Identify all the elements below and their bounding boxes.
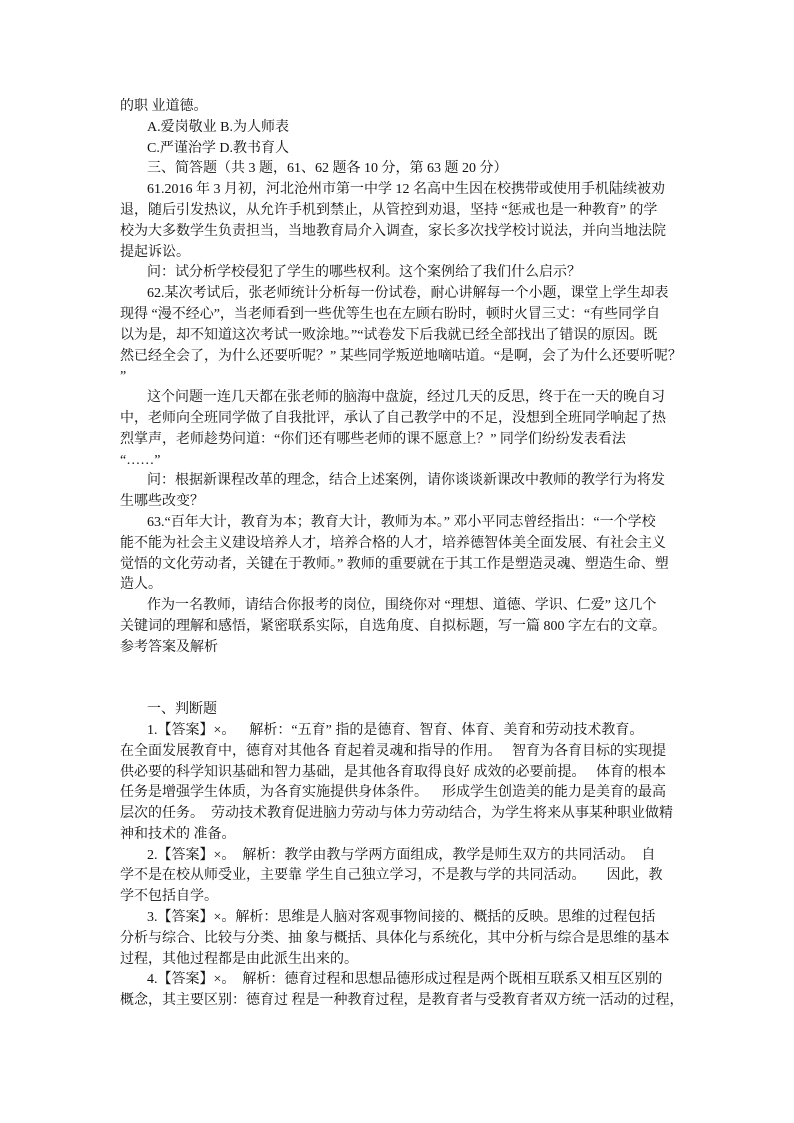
q63-task-line: 关键词的理解和感悟，紧密联系实际，自选角度、自拟标题，写一篇 800 字左右的文章。 bbox=[120, 618, 666, 634]
q62-stem-line: 然已经全会了，为什么还要听呢？” 某些同学叛逆地嘀咕道。“是啊，会了为什么还要听呢？ bbox=[120, 348, 682, 364]
answer-1-line: 神和技术的 准备。 bbox=[120, 826, 236, 842]
q62-stem-line: 现得 “漫不经心”，当老师看到一些优等生也在左顾右盼时，顿时火冒三丈：“有些同学自 bbox=[120, 306, 661, 322]
answer-4-line: 概念，其主要区别：德育过 程是一种教育过程，是教育者与受教育者双方统一活动的过程， bbox=[120, 993, 684, 1009]
answer-1-line: 层次的任务。 劳动技术教育促进脑力劳动与体力劳动结合，为学生将来从事某种职业做精 bbox=[120, 806, 673, 822]
short-answer-heading: 三、简答题（共 3 题，61、62 题各 10 分，第 63 题 20 分） bbox=[147, 161, 508, 177]
q62-stem-line: 以为是，却不知道这次考试一败涂地。”“试卷发下后我就已经全部找出了错误的原因。既 bbox=[120, 327, 658, 343]
answer-1-line: 1.【答案】×。 解析：“五育” 指的是德育、智育、体育、美育和劳动技术教育。 bbox=[147, 722, 644, 738]
answer-2-line: 学不包括自学。 bbox=[120, 889, 218, 905]
q60-option-line: C.严谨治学 D.教书育人 bbox=[147, 140, 289, 156]
q63-task-line: 作为一名教师，请结合你报考的岗位，围绕你对 “理想、道德、学识、仁爱” 这几个 bbox=[147, 598, 657, 614]
q63-stem-line: 能不能为社会主义建设培养人才，培养合格的人才，培养德智体美全面发展、有社会主义 bbox=[120, 535, 666, 551]
q62-question-line: 问：根据新课程改革的理念，结合上述案例，请你谈谈新课改中教师的教学行为将发 bbox=[147, 473, 665, 489]
q62-question-line: 生哪些改变？ bbox=[120, 494, 204, 510]
q63-stem-line: 造人。 bbox=[120, 577, 162, 593]
q61-question: 问：试分析学校侵犯了学生的哪些权利。这个案例给了我们什么启示？ bbox=[147, 265, 581, 281]
answer-1-line: 供必要的科学知识基础和智力基础，是其他各育取得良好 成效的必要前提。 体育的根本 bbox=[120, 764, 666, 780]
q62-stem-line: 中，老师向全班同学做了自我批评，承认了自己教学中的不足，没想到全班同学响起了热 bbox=[120, 410, 666, 426]
answer-3-line: 分析与综合、比较与分类、抽 象与概括、具体化与系统化，其中分析与综合是思维的基本 bbox=[120, 930, 670, 946]
answer-1-line: 任务是增强学生体质，为各育实施提供身体条件。 形成学生创造美的能力是美育的最高 bbox=[120, 785, 666, 801]
answers-title: 参考答案及解析 bbox=[120, 639, 218, 655]
answer-3-line: 过程，其他过程都是由此派生出来的。 bbox=[120, 951, 358, 967]
q62-stem-line: ” bbox=[120, 369, 127, 385]
answer-3-line: 3.【答案】×。解析：思维是人脑对客观事物间接的、概括的反映。思维的过程包括 bbox=[147, 910, 656, 926]
q61-stem-line: 校为大多数学生负责担当，当地教育局介入调查，家长多次找学校讨说法，并向当地法院 bbox=[120, 223, 666, 239]
answer-2-line: 2.【答案】×。 解析：教学由教与学两方面组成，教学是师生双方的共同活动。 自 bbox=[147, 847, 656, 863]
answer-2-line: 学不是在校从师受业，主要靠 学生自己独立学习，不是教与学的共同活动。 因此，教 bbox=[120, 868, 663, 884]
blank-space bbox=[120, 659, 730, 701]
q62-stem-line: 62.某次考试后，张老师统计分析每一份试卷，耐心讲解每一个小题，课堂上学生却表 bbox=[147, 286, 669, 302]
answer-4-line: 4.【答案】×。 解析：德育过程和思想品德形成过程是两个既相互联系又相互区别的 bbox=[147, 972, 663, 988]
q60-option-line: A.爱岗敬业 B.为人师表 bbox=[147, 119, 289, 135]
q61-stem-line: 退，随后引发热议，从允许手机到禁止，从管控到劝退，坚持 “惩戒也是一种教育” 的学 bbox=[120, 202, 658, 218]
q60-stem-end: 的职 业道德。 bbox=[120, 99, 208, 114]
answers-section-heading: 一、判断题 bbox=[147, 702, 217, 718]
answer-1-line: 在全面发展教育中，德育对其他各 育起着灵魂和指导的作用。 智育为各育目标的实现提 bbox=[120, 743, 666, 759]
q61-stem-line: 提起诉讼。 bbox=[120, 244, 190, 260]
q62-stem-line: “……” bbox=[120, 452, 161, 468]
q63-stem-line: 觉悟的文化劳动者，关键在于教师。” 教师的重要就在于其工作是塑造灵魂、塑造生命、塑 bbox=[120, 556, 669, 572]
q63-stem-line: 63.“百年大计，教育为本；教育大计，教师为本。” 邓小平同志曾经指出：“一个学校 bbox=[147, 514, 656, 530]
q61-stem-line: 61.2016 年 3 月初，河北沧州市第一中学 12 名高中生因在校携带或使用手机陆续被劝 bbox=[147, 182, 665, 198]
q62-stem-line: 这个问题一连几天都在张老师的脑海中盘旋，经过几天的反思，终于在一天的晚自习 bbox=[147, 390, 665, 406]
q62-stem-line: 烈掌声，老师趁势问道：“你们还有哪些老师的课不愿意上？” 同学们纷纷发表看法 bbox=[120, 431, 626, 447]
document-body bbox=[120, 97, 730, 1012]
